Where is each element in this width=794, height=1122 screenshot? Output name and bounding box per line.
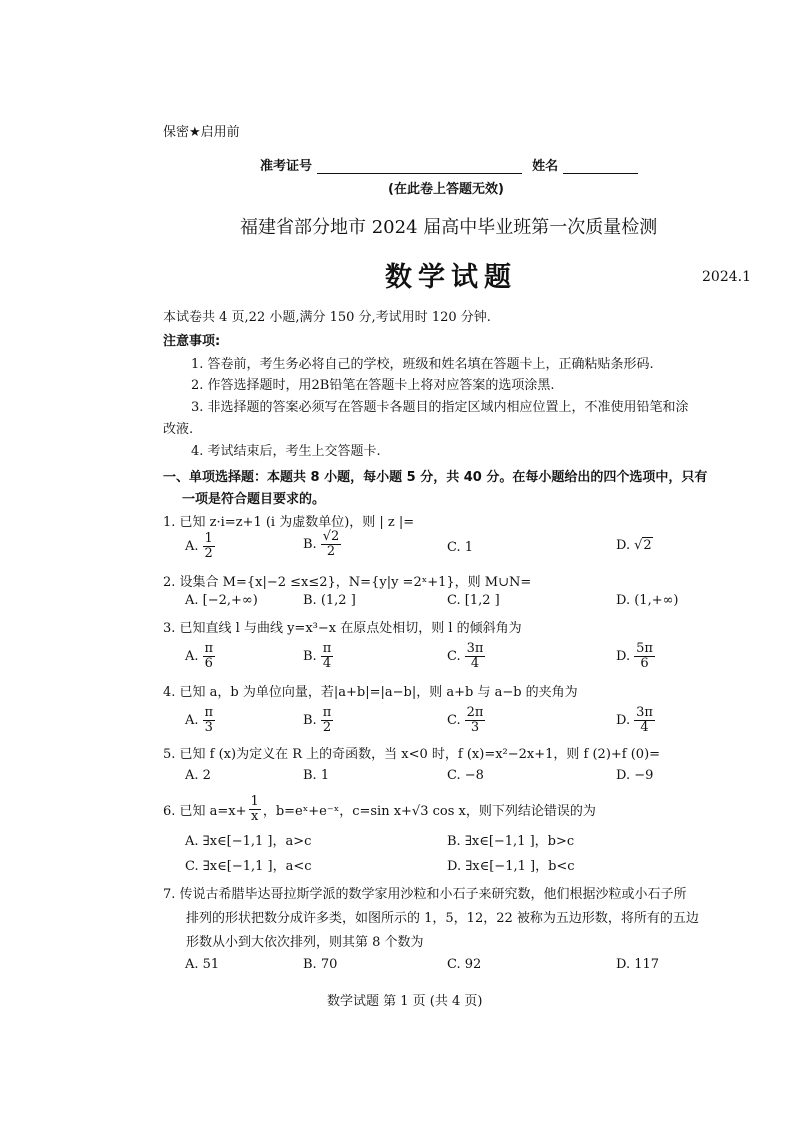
note-item-3: 3. 非选择题的答案必须写在答题卡各题目的指定区域内相应位置上，不准使用铅笔和涂 — [191, 400, 689, 415]
q4-b-den: 2 — [322, 720, 332, 736]
q3-a-num: π — [204, 641, 214, 656]
q4-a-den: 3 — [204, 720, 213, 736]
q3-option-b[interactable] — [303, 642, 333, 672]
exam-title: 福建省部分地市 2024 届高中毕业班第一次质量检测 — [240, 217, 658, 238]
q4-c-den: 3 — [470, 720, 480, 736]
q5-option-d[interactable]: D. −9 — [616, 768, 654, 783]
q6-stem-num: 1 — [250, 794, 259, 809]
note-item-4: 4. 考试结束后，考生上交答题卡. — [191, 444, 381, 459]
intro-text: 本试卷共 4 页,22 小题,满分 150 分,考试用时 120 分钟. — [163, 310, 491, 325]
q7-option-a[interactable]: A. 51 — [185, 957, 220, 972]
q4-b-num: π — [322, 705, 332, 720]
q1-option-b[interactable] — [303, 530, 341, 560]
q6-option-a[interactable]: A. ∃x∈[−1,1 ]，a>c — [185, 834, 312, 849]
q3-c-label: C. — [447, 649, 461, 665]
q4-a-label: A. — [185, 713, 199, 729]
q4-option-a[interactable] — [185, 706, 215, 736]
q6-option-c[interactable]: C. ∃x∈[−1,1 ]，a<c — [185, 859, 312, 874]
q1-b-label: B. — [303, 537, 317, 553]
q6-stem-pre: 6. 已知 a=x+ — [163, 804, 247, 820]
q2-stem: 2. 设集合 M={x|−2 ≤x≤2}，N={y|y =2ˣ+1}，则 M∪N= — [163, 575, 532, 590]
q1-a-num: 1 — [204, 531, 213, 546]
q1-a-label: A. — [185, 539, 199, 555]
q7-line3: 形数从小到大依次排列，则其第 8 个数为 — [186, 935, 424, 950]
q4-a-num: π — [204, 705, 214, 720]
q3-option-a[interactable] — [185, 642, 215, 672]
q2-option-a[interactable]: A. [−2,+∞) — [185, 593, 258, 608]
q6-option-b[interactable]: B. ∃x∈[−1,1 ]，b>c — [447, 834, 575, 849]
q1-b-num: √2 — [322, 529, 340, 544]
q7-line1: 7. 传说古希腊毕达哥拉斯学派的数学家用沙粒和小石子来研究数，他们根据沙粒或小石子所 — [163, 887, 687, 902]
q7-option-b[interactable]: B. 70 — [303, 957, 338, 972]
section1-heading-cont: 一项是符合题目要求的。 — [182, 492, 326, 507]
note-item-3-cont: 改液. — [163, 422, 194, 437]
q3-b-num: π — [322, 641, 332, 656]
q4-c-label: C. — [447, 713, 461, 729]
q3-b-den: 4 — [322, 656, 332, 672]
q2-option-d[interactable]: D. (1,+∞) — [616, 593, 679, 608]
q6-stem-den: x — [251, 809, 259, 825]
q3-c-den: 4 — [470, 656, 480, 672]
notes-heading: 注意事项: — [163, 334, 221, 349]
confidential-label: 保密★启用前 — [163, 125, 240, 140]
q3-d-den: 6 — [640, 656, 649, 672]
q3-b-label: B. — [303, 649, 317, 665]
q5-option-a[interactable]: A. 2 — [185, 768, 211, 783]
q4-d-num: 3π — [636, 705, 653, 720]
q4-stem: 4. 已知 a，b 为单位向量，若|a+b|=|a−b|，则 a+b 与 a−b 的夹角为 — [163, 685, 578, 700]
q3-stem: 3. 已知直线 l 与曲线 y=x³−x 在原点处相切，则 l 的倾斜角为 — [163, 621, 522, 636]
q7-option-c[interactable]: C. 92 — [447, 957, 482, 972]
q1-option-c[interactable] — [447, 540, 473, 555]
q2-option-b[interactable]: B. (1,2 ] — [303, 593, 356, 608]
page-footer: 数学试题 第 1 页 (共 4 页) — [327, 994, 483, 1009]
q5-stem: 5. 已知 f (x)为定义在 R 上的奇函数，当 x<0 时，f (x)=x²−2x+1，则 f (2)+f (0)= — [163, 747, 661, 762]
name-label: 姓名 — [532, 159, 559, 174]
exam-date: 2024.1 — [702, 269, 751, 285]
q4-option-c[interactable] — [447, 706, 485, 736]
q4-option-d[interactable] — [616, 706, 655, 736]
q1-d-sqrt: 2 — [643, 538, 652, 553]
q1-option-a[interactable] — [185, 532, 215, 562]
q1-a-den: 2 — [204, 546, 213, 562]
q3-d-label: D. — [616, 649, 631, 665]
q3-a-label: A. — [185, 649, 199, 665]
name-field[interactable] — [563, 159, 638, 174]
q1-option-d[interactable]: D. √2 — [616, 538, 652, 553]
q5-option-c[interactable]: C. −8 — [447, 768, 484, 783]
q4-option-b[interactable] — [303, 706, 333, 736]
exam-id-row — [260, 155, 638, 174]
q6-stem — [163, 795, 596, 825]
q6-option-d[interactable]: D. ∃x∈[−1,1 ]，b<c — [447, 859, 575, 874]
q6-stem-post: ，b=eˣ+e⁻ˣ，c=sin x+√3 cos x，则下列结论错误的为 — [262, 804, 596, 820]
q1-b-den: 2 — [326, 544, 336, 560]
note-item-2: 2. 作答选择题时，用2B铅笔在答题卡上将对应答案的选项涂黑. — [191, 378, 555, 393]
subject-title: 数学试题 — [385, 262, 517, 293]
q5-option-b[interactable]: B. 1 — [303, 768, 330, 783]
exam-id-label: 准考证号 — [260, 159, 313, 174]
q2-option-c[interactable]: C. [1,2 ] — [447, 593, 500, 608]
q3-option-c[interactable] — [447, 642, 485, 672]
q1-c-label: C. 1 — [447, 540, 474, 555]
q1-d-label: D. — [616, 538, 631, 553]
q7-option-d[interactable]: D. 117 — [616, 957, 660, 972]
q4-d-den: 4 — [640, 720, 649, 736]
q4-d-label: D. — [616, 713, 631, 729]
q3-d-num: 5π — [636, 641, 653, 656]
q7-line2: 排列的形状把数分成许多类，如图所示的 1，5，12，22 被称为五边形数，将所有的五边 — [186, 911, 699, 926]
q1-stem: 1. 已知 z·i=z+1 (i 为虚数单位)，则 | z |= — [163, 515, 415, 530]
q3-c-num: 3π — [466, 641, 484, 656]
note-item-1: 1. 答卷前，考生务必将自己的学校，班级和姓名填在答题卡上，正确粘贴条形码. — [191, 357, 654, 372]
q3-a-den: 6 — [204, 656, 213, 672]
invalid-note: (在此卷上答题无效) — [388, 182, 504, 197]
q3-option-d[interactable] — [616, 642, 655, 672]
q4-b-label: B. — [303, 713, 317, 729]
q4-c-num: 2π — [466, 705, 484, 720]
exam-id-field[interactable] — [317, 159, 522, 174]
section1-heading: 一、单项选择题：本题共 8 小题，每小题 5 分，共 40 分。在每小题给出的四个选项中，只有 — [163, 470, 708, 485]
